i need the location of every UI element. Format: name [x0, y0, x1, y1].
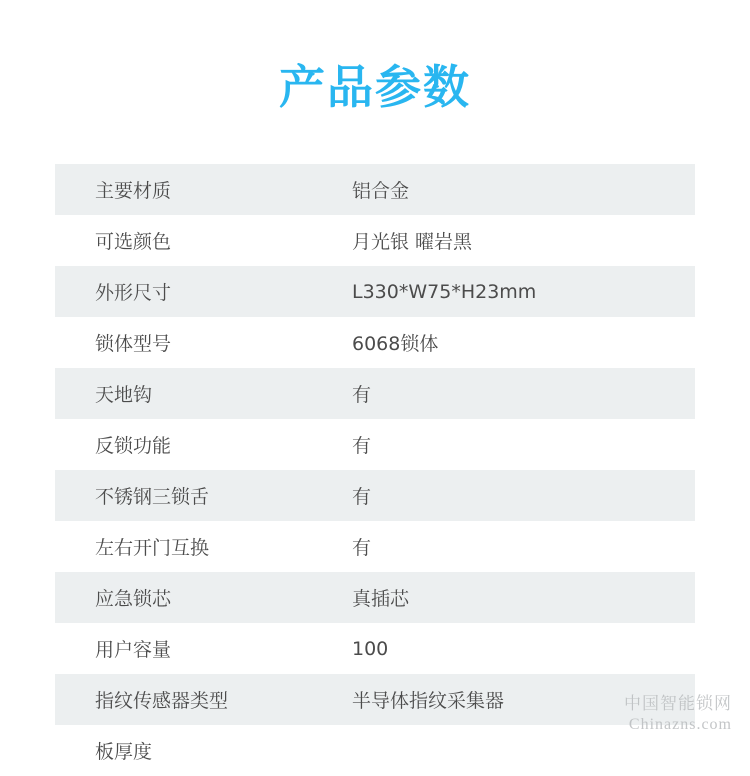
spec-label: 反锁功能: [95, 435, 172, 458]
watermark-en: Chinazns.com: [628, 716, 732, 733]
spec-value: 铝合金: [352, 180, 410, 203]
spec-label: 指纹传感器类型: [95, 690, 229, 713]
spec-value: 6068锁体: [352, 333, 439, 356]
table-row: [55, 317, 695, 368]
table-row: [55, 623, 695, 674]
spec-label: 不锈钢三锁舌: [95, 486, 210, 509]
table-row: [55, 725, 695, 776]
table-row: [55, 521, 695, 572]
table-row: [55, 368, 695, 419]
table-row: [55, 572, 695, 623]
watermark-cn: 中国智能锁网: [624, 693, 732, 714]
spec-value: 有: [352, 435, 372, 458]
spec-label: 板厚度: [95, 741, 153, 764]
spec-value: 100: [352, 637, 389, 660]
spec-value: 半导体指纹采集器: [352, 690, 505, 713]
spec-label: 外形尺寸: [95, 282, 172, 305]
spec-label: 可选颜色: [95, 231, 172, 254]
table-row: [55, 470, 695, 521]
spec-value: 有: [352, 486, 372, 509]
spec-value: 真插芯: [352, 588, 410, 611]
table-row: [55, 215, 695, 266]
spec-value: 有: [352, 384, 372, 407]
page-title: 产品参数: [279, 60, 471, 114]
spec-value: L330*W75*H23mm: [352, 280, 537, 303]
spec-label: 锁体型号: [95, 333, 172, 356]
spec-value: 有: [352, 537, 372, 560]
table-row: [55, 419, 695, 470]
spec-label: 用户容量: [95, 639, 172, 662]
spec-value: 月光银 曜岩黑: [352, 231, 473, 254]
spec-value: [351, 725, 695, 776]
table-row: [55, 266, 695, 317]
spec-label: 天地钩: [95, 384, 153, 407]
spec-label: 左右开门互换: [95, 537, 210, 560]
spec-table: [55, 164, 695, 776]
spec-label: 主要材质: [95, 180, 172, 203]
spec-label: 应急锁芯: [95, 588, 172, 611]
table-row: [55, 164, 695, 215]
spec-table-body: [55, 164, 695, 776]
table-row: [55, 674, 695, 725]
